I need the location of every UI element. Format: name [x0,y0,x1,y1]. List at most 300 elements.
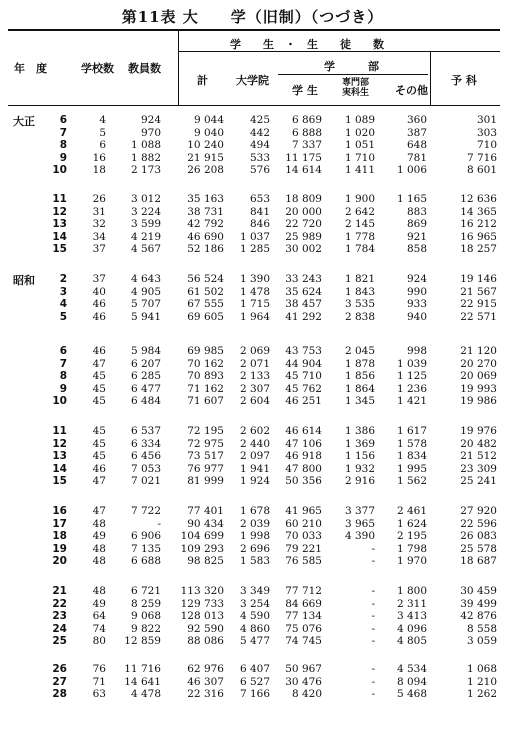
header-senmon: 専門部 実科生 [342,78,370,98]
cell-teachers: 970 [140,126,161,139]
table-row [0,193,505,205]
cell-other: 883 [406,205,427,218]
cell-grad: 4 590 [239,610,270,622]
cell-total: 62 976 [187,663,224,675]
cell-other: 1 617 [396,425,427,437]
era-taisho: 大正 [13,115,35,128]
cell-schools: 46 [92,298,106,310]
cell-gakusei: 75 076 [285,622,322,635]
table-row [0,231,505,243]
table-row [0,635,505,647]
cell-total: 71 607 [187,395,224,407]
cell-gakusei: 33 243 [285,273,322,285]
cell-schools: 48 [92,555,106,567]
table-title: 第11表 大 学（旧制）（つづき） [121,8,384,26]
cell-gakusei: 45 762 [285,382,322,395]
cell-schools: 49 [92,530,106,542]
cell-schools: 45 [92,395,106,407]
cell-schools: 74 [92,622,106,635]
cell-total: 21 915 [187,151,224,164]
table-row [0,395,505,407]
cell-grad: 4 860 [239,622,270,635]
cell-schools: 47 [92,505,106,517]
cell-senmon: 1 386 [344,425,375,437]
cell-senmon: 2 642 [344,205,375,218]
cell-grad: 2 097 [239,450,270,462]
cell-year: 3 [59,285,67,298]
cell-gakusei: 41 965 [285,505,322,517]
cell-senmon: 3 377 [344,505,375,517]
table-row [0,311,505,323]
cell-other: 924 [406,273,427,285]
cell-teachers: 7 053 [130,462,161,475]
cell-grad: 1 924 [239,475,270,487]
cell-schools: 4 [99,114,106,126]
cell-yoka: 3 059 [466,635,497,647]
header-students-group: 学 生 ・ 生 徒 数 [230,38,384,51]
table-row [0,243,505,255]
cell-grad: 1 964 [239,310,270,323]
table-row [0,152,505,164]
cell-total: 77 401 [187,505,224,517]
cell-other: 2 461 [396,505,427,517]
cell-gakusei: 8 420 [291,688,322,700]
cell-grad: 1 390 [239,273,270,285]
table-row [0,127,505,139]
cell-yoka: 19 146 [460,273,497,285]
cell-yoka: 25 241 [460,475,497,487]
cell-yoka: 18 257 [460,243,497,255]
header-total: 計 [197,74,208,87]
cell-grad: 576 [249,164,270,176]
cell-other: 360 [406,114,427,126]
cell-schools: 46 [92,310,106,323]
cell-schools: 47 [92,475,106,487]
cell-total: 90 434 [187,517,224,530]
cell-teachers: 9 822 [130,622,161,635]
cell-total: 42 792 [187,218,224,230]
cell-schools: 31 [92,205,106,218]
cell-senmon: - [371,663,375,675]
table-row [0,598,505,610]
cell-teachers: 5 707 [130,298,161,310]
cell-year: 12 [52,437,67,450]
cell-yoka: 710 [476,139,497,151]
cell-gakusei: 44 904 [285,357,322,370]
cell-teachers: 3 224 [130,205,161,218]
cell-senmon: 1 020 [344,126,375,139]
cell-teachers: 1 088 [130,139,161,151]
cell-grad: 2 696 [239,542,270,555]
header-bottom-rule [8,105,500,106]
header-nendo: 年 度 [14,62,47,75]
cell-yoka: 20 069 [460,370,497,382]
cell-senmon: 1 784 [344,243,375,255]
cell-total: 67 555 [187,298,224,310]
cell-teachers: 6 484 [130,395,161,407]
cell-teachers: 7 722 [130,505,161,517]
cell-schools: 71 [92,675,106,688]
cell-year: 9 [59,151,67,164]
cell-teachers: 6 537 [130,425,161,437]
cell-schools: 34 [92,230,106,243]
cell-total: 61 502 [187,285,224,298]
cell-year: 5 [59,310,67,323]
cell-gakusei: 25 989 [285,230,322,243]
cell-grad: 2 039 [239,517,270,530]
cell-other: 998 [406,345,427,357]
cell-other: 4 096 [396,622,427,635]
cell-senmon: - [371,635,375,647]
cell-other: 2 311 [396,597,427,610]
cell-total: 92 590 [187,622,224,635]
cell-year: 12 [52,205,67,218]
cell-schools: 46 [92,345,106,357]
cell-total: 73 517 [187,450,224,462]
cell-schools: 45 [92,425,106,437]
cell-total: 69 605 [187,310,224,323]
table-row [0,383,505,395]
cell-total: 113 320 [180,585,224,597]
cell-gakusei: 6 869 [291,114,322,126]
cell-year: 15 [52,243,67,255]
cell-senmon: 1 345 [344,395,375,407]
cell-gakusei: 30 476 [285,675,322,688]
cell-gakusei: 20 000 [285,205,322,218]
cell-schools: 45 [92,437,106,450]
header-gakusei: 学 生 [292,84,318,97]
table-row [0,530,505,542]
cell-other: 933 [406,298,427,310]
cell-gakusei: 30 002 [285,243,322,255]
table-row [0,543,505,555]
cell-other: 1 562 [396,475,427,487]
cell-gakusei: 22 720 [285,218,322,230]
cell-yoka: 12 636 [460,193,497,205]
cell-grad: 2 307 [239,382,270,395]
table-row [0,475,505,487]
cell-year: 27 [52,675,67,688]
cell-other: 387 [406,126,427,139]
header-other: その他 [395,84,428,97]
cell-yoka: 22 915 [460,298,497,310]
cell-teachers: 4 643 [130,273,161,285]
cell-grad: 2 602 [239,425,270,437]
cell-other: 921 [406,230,427,243]
cell-teachers: 4 478 [130,688,161,700]
cell-teachers: 924 [140,114,161,126]
cell-other: 1 039 [396,357,427,370]
cell-senmon: 1 900 [344,193,375,205]
cell-yoka: 1 068 [466,663,497,675]
cell-grad: 1 037 [239,230,270,243]
cell-senmon: - [371,675,375,688]
cell-yoka: 8 601 [466,164,497,176]
cell-schools: 80 [92,635,106,647]
cell-gakusei: 18 809 [285,193,322,205]
cell-teachers: 6 721 [130,585,161,597]
cell-schools: 16 [92,151,106,164]
cell-total: 46 690 [187,230,224,243]
cell-grad: 2 604 [239,395,270,407]
table-row [0,610,505,622]
cell-total: 10 240 [187,139,224,151]
cell-other: 1 165 [396,193,427,205]
cell-yoka: 19 976 [460,425,497,437]
header-yoka: 予 科 [451,74,477,87]
cell-other: 1 624 [396,517,427,530]
cell-yoka: 301 [476,114,497,126]
cell-grad: 5 477 [239,635,270,647]
cell-grad: 1 998 [239,530,270,542]
cell-yoka: 16 965 [460,230,497,243]
header-gakubu: 学 部 [324,60,379,73]
cell-year: 15 [52,475,67,487]
table-row [0,114,505,126]
cell-other: 1 578 [396,437,427,450]
cell-gakusei: 50 356 [285,475,322,487]
cell-schools: 40 [92,285,106,298]
cell-senmon: 1 369 [344,437,375,450]
cell-year: 25 [52,635,67,647]
cell-yoka: 39 499 [460,597,497,610]
header-graduate: 大学院 [236,74,269,87]
cell-yoka: 1 210 [466,675,497,688]
cell-teachers: 6 285 [130,370,161,382]
cell-yoka: 20 270 [460,357,497,370]
cell-year: 13 [52,218,67,230]
cell-senmon: 3 965 [344,517,375,530]
cell-teachers: 4 567 [130,243,161,255]
cell-year: 14 [52,462,67,475]
table-row [0,358,505,370]
table-row [0,518,505,530]
cell-year: 17 [52,517,67,530]
cell-other: 2 195 [396,530,427,542]
header-divider [178,31,179,106]
cell-yoka: 19 986 [460,395,497,407]
cell-grad: 2 069 [239,345,270,357]
cell-schools: 6 [99,139,106,151]
cell-teachers: 12 859 [124,635,161,647]
cell-gakusei: 84 669 [285,597,322,610]
cell-yoka: 8 558 [466,622,497,635]
cell-other: 4 805 [396,635,427,647]
cell-grad: 653 [249,193,270,205]
cell-grad: 1 941 [239,462,270,475]
cell-senmon: 1 156 [344,450,375,462]
cell-schools: 37 [92,273,106,285]
cell-year: 18 [52,530,67,542]
cell-total: 76 977 [187,462,224,475]
cell-yoka: 7 716 [466,151,497,164]
cell-total: 70 893 [187,370,224,382]
cell-grad: 1 715 [239,298,270,310]
cell-other: 1 995 [396,462,427,475]
cell-schools: 26 [92,193,106,205]
cell-year: 4 [59,298,67,310]
cell-schools: 32 [92,218,106,230]
cell-teachers: 8 259 [130,597,161,610]
cell-yoka: 22 596 [460,517,497,530]
cell-senmon: 1 089 [344,114,375,126]
cell-senmon: - [371,688,375,700]
header-schools: 学校数 [81,62,114,75]
table-row [0,370,505,382]
cell-yoka: 19 993 [460,382,497,395]
cell-teachers: 3 599 [130,218,161,230]
cell-senmon: - [371,610,375,622]
cell-schools: 48 [92,517,106,530]
cell-schools: 64 [92,610,106,622]
cell-year: 6 [59,345,67,357]
cell-year: 8 [59,370,67,382]
cell-teachers: 6 207 [130,357,161,370]
cell-total: 81 999 [187,475,224,487]
table-row [0,218,505,230]
cell-schools: 18 [92,164,106,176]
cell-senmon: 1 778 [344,230,375,243]
cell-gakusei: 50 967 [285,663,322,675]
cell-other: 1 006 [396,164,427,176]
cell-gakusei: 38 457 [285,298,322,310]
cell-other: 940 [406,310,427,323]
cell-year: 13 [52,450,67,462]
table-row [0,623,505,635]
cell-senmon: 2 145 [344,218,375,230]
cell-grad: 425 [249,114,270,126]
table-row [0,450,505,462]
cell-year: 24 [52,622,67,635]
cell-grad: 1 285 [239,243,270,255]
cell-senmon: 4 390 [344,530,375,542]
cell-senmon: 1 710 [344,151,375,164]
cell-gakusei: 76 585 [285,555,322,567]
cell-other: 4 534 [396,663,427,675]
table-row [0,688,505,700]
cell-senmon: 1 878 [344,357,375,370]
cell-total: 38 731 [187,205,224,218]
cell-other: 1 798 [396,542,427,555]
cell-total: 71 162 [187,382,224,395]
cell-other: 1 834 [396,450,427,462]
gakubu-group-rule [278,74,428,75]
cell-other: 781 [406,151,427,164]
cell-yoka: 18 687 [460,555,497,567]
cell-yoka: 21 512 [460,450,497,462]
cell-senmon: - [371,555,375,567]
cell-teachers: 9 068 [130,610,161,622]
cell-schools: 46 [92,462,106,475]
cell-year: 2 [59,273,67,285]
cell-other: 8 094 [396,675,427,688]
cell-grad: 1 678 [239,505,270,517]
cell-gakusei: 70 033 [285,530,322,542]
cell-other: 648 [406,139,427,151]
cell-gakusei: 14 614 [285,164,322,176]
cell-year: 14 [52,230,67,243]
cell-senmon: - [371,585,375,597]
cell-teachers: 14 641 [124,675,161,688]
cell-senmon: 1 051 [344,139,375,151]
table-row [0,206,505,218]
cell-senmon: 3 535 [344,298,375,310]
cell-schools: 45 [92,382,106,395]
cell-yoka: 21 120 [460,345,497,357]
cell-grad: 442 [249,126,270,139]
table-row [0,164,505,176]
cell-teachers: 2 173 [130,164,161,176]
cell-teachers: 5 941 [130,310,161,323]
cell-total: 22 316 [187,688,224,700]
cell-grad: 533 [249,151,270,164]
cell-yoka: 21 567 [460,285,497,298]
cell-gakusei: 77 712 [285,585,322,597]
cell-senmon: 1 932 [344,462,375,475]
cell-total: 52 186 [187,243,224,255]
cell-year: 10 [52,164,67,176]
cell-other: 858 [406,243,427,255]
cell-total: 72 975 [187,437,224,450]
cell-gakusei: 60 210 [285,517,322,530]
cell-year: 7 [59,357,67,370]
cell-grad: 2 133 [239,370,270,382]
cell-teachers: 1 882 [130,151,161,164]
cell-grad: 1 583 [239,555,270,567]
cell-gakusei: 43 753 [285,345,322,357]
table-row [0,585,505,597]
cell-gakusei: 35 624 [285,285,322,298]
cell-gakusei: 41 292 [285,310,322,323]
cell-yoka: 27 920 [460,505,497,517]
cell-gakusei: 79 221 [285,542,322,555]
cell-grad: 841 [249,205,270,218]
table-row [0,345,505,357]
table-row [0,298,505,310]
table-row [0,463,505,475]
cell-gakusei: 77 134 [285,610,322,622]
cell-grad: 2 071 [239,357,270,370]
cell-gakusei: 6 888 [291,126,322,139]
cell-teachers: 4 219 [130,230,161,243]
cell-schools: 49 [92,597,106,610]
cell-senmon: - [371,622,375,635]
cell-senmon: 1 864 [344,382,375,395]
cell-other: 1 236 [396,382,427,395]
cell-total: 98 825 [187,555,224,567]
cell-gakusei: 46 614 [285,425,322,437]
cell-other: 1 421 [396,395,427,407]
table-row [0,663,505,675]
cell-grad: 846 [249,218,270,230]
table-row [0,139,505,151]
cell-schools: 48 [92,585,106,597]
cell-year: 8 [59,139,67,151]
cell-gakusei: 45 710 [285,370,322,382]
cell-total: 56 524 [187,273,224,285]
cell-teachers: 7 135 [130,542,161,555]
cell-senmon: 2 838 [344,310,375,323]
cell-teachers: 3 012 [130,193,161,205]
table-row [0,286,505,298]
cell-year: 7 [59,126,67,139]
table-row [0,505,505,517]
cell-senmon: 1 411 [344,164,375,176]
cell-senmon: 1 856 [344,370,375,382]
cell-other: 3 413 [396,610,427,622]
table-row [0,273,505,285]
cell-grad: 3 349 [239,585,270,597]
